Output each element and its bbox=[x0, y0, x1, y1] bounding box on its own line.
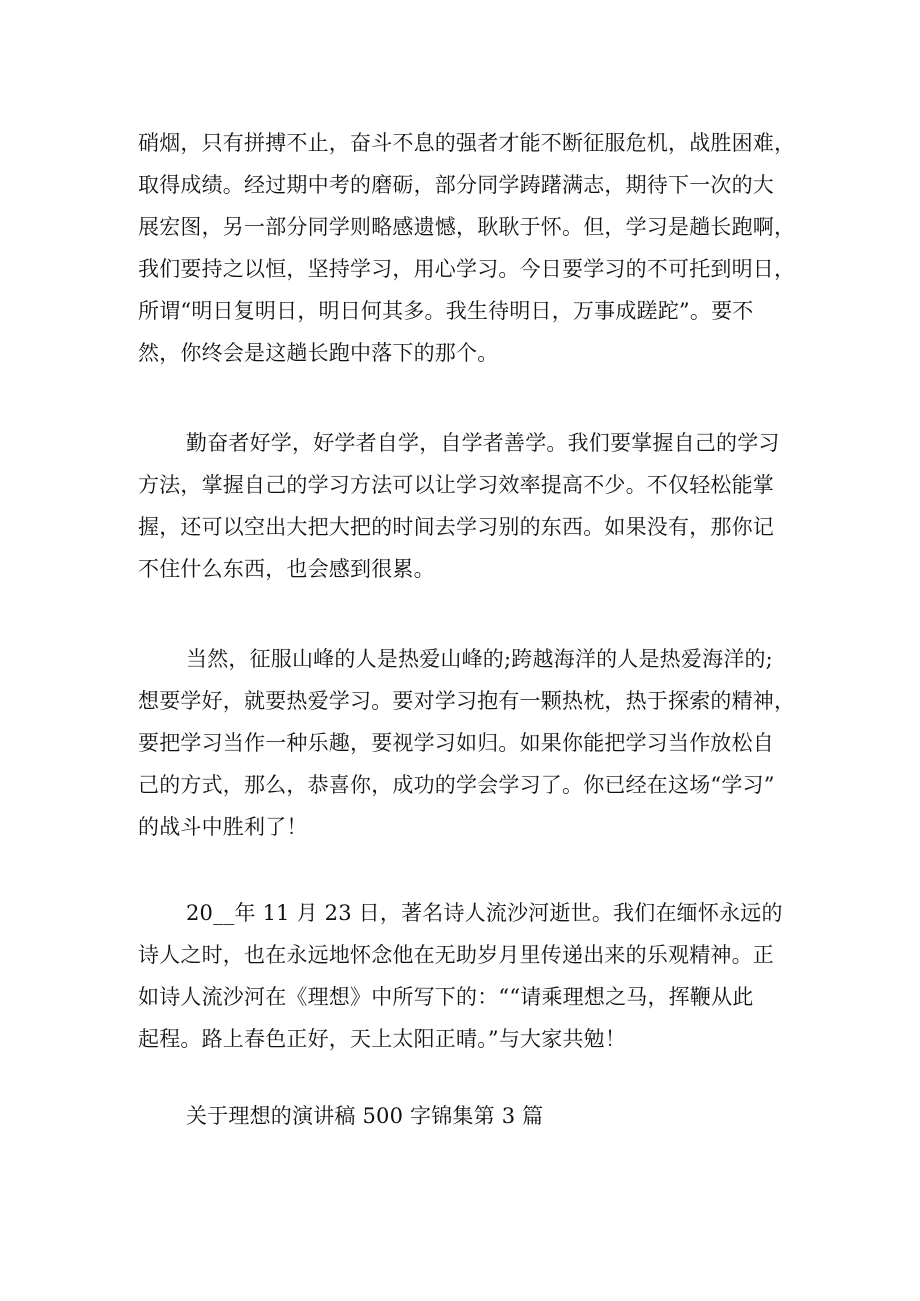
paragraph-1-line-1: 硝烟，只有拼搏不止，奋斗不息的强者才能不断征服危机，战胜困难， bbox=[138, 131, 796, 155]
paragraph-3-line-2: 想要学好，就要热爱学习。要对学习抱有一颗热枕，热于探索的精神， bbox=[138, 689, 796, 713]
paragraph-3-line-4: 己的方式，那么，恭喜你，成功的学会学习了。你已经在这场“学习” bbox=[138, 773, 775, 797]
paragraph-1-line-4: 我们要持之以恒，坚持学习，用心学习。今日要学习的不可托到明日， bbox=[138, 257, 796, 281]
paragraph-2-line-2: 方法，掌握自己的学习方法可以让学习效率提高不少。不仅轻松能掌 bbox=[138, 473, 774, 497]
paragraph-1-line-5: 所谓“明日复明日，明日何其多。我生待明日，万事成蹉跎”。要不 bbox=[138, 299, 754, 323]
paragraph-4-line-1: 20__年 11 月 23 日，著名诗人流沙河逝世。我们在缅怀永远的 bbox=[186, 901, 783, 925]
paragraph-1-line-6: 然，你终会是这趟长跑中落下的那个。 bbox=[138, 341, 499, 365]
paragraph-4-line-4: 起程。路上春色正好，天上太阳正晴。”与大家共勉！ bbox=[138, 1027, 627, 1051]
paragraph-1-line-3: 展宏图，另一部分同学则略感遗憾，耿耿于怀。但，学习是趟长跑啊， bbox=[138, 215, 796, 239]
section-heading: 关于理想的演讲稿 500 字锦集第 3 篇 bbox=[186, 1104, 544, 1128]
paragraph-1-line-2: 取得成绩。经过期中考的磨砺，部分同学踌躇满志，期待下一次的大 bbox=[138, 173, 774, 197]
paragraph-2-line-4: 不住什么东西，也会感到很累。 bbox=[138, 557, 435, 581]
paragraph-4-line-2: 诗人之时，也在永远地怀念他在无助岁月里传递出来的乐观精神。正 bbox=[138, 943, 774, 967]
paragraph-2-line-3: 握，还可以空出大把大把的时间去学习别的东西。如果没有，那你记 bbox=[138, 515, 774, 539]
paragraph-4-line-3: 如诗人流沙河在《理想》中所写下的：““请乘理想之马，挥鞭从此 bbox=[138, 985, 754, 1009]
paragraph-2-line-1: 勤奋者好学，好学者自学，自学者善学。我们要掌握自己的学习 bbox=[186, 431, 780, 455]
paragraph-3-line-1: 当然，征服山峰的人是热爱山峰的;跨越海洋的人是热爱海洋的; bbox=[186, 647, 773, 671]
paragraph-3-line-3: 要把学习当作一种乐趣，要视学习如归。如果你能把学习当作放松自 bbox=[138, 731, 774, 755]
paragraph-3-line-5: 的战斗中胜利了！ bbox=[138, 815, 308, 839]
